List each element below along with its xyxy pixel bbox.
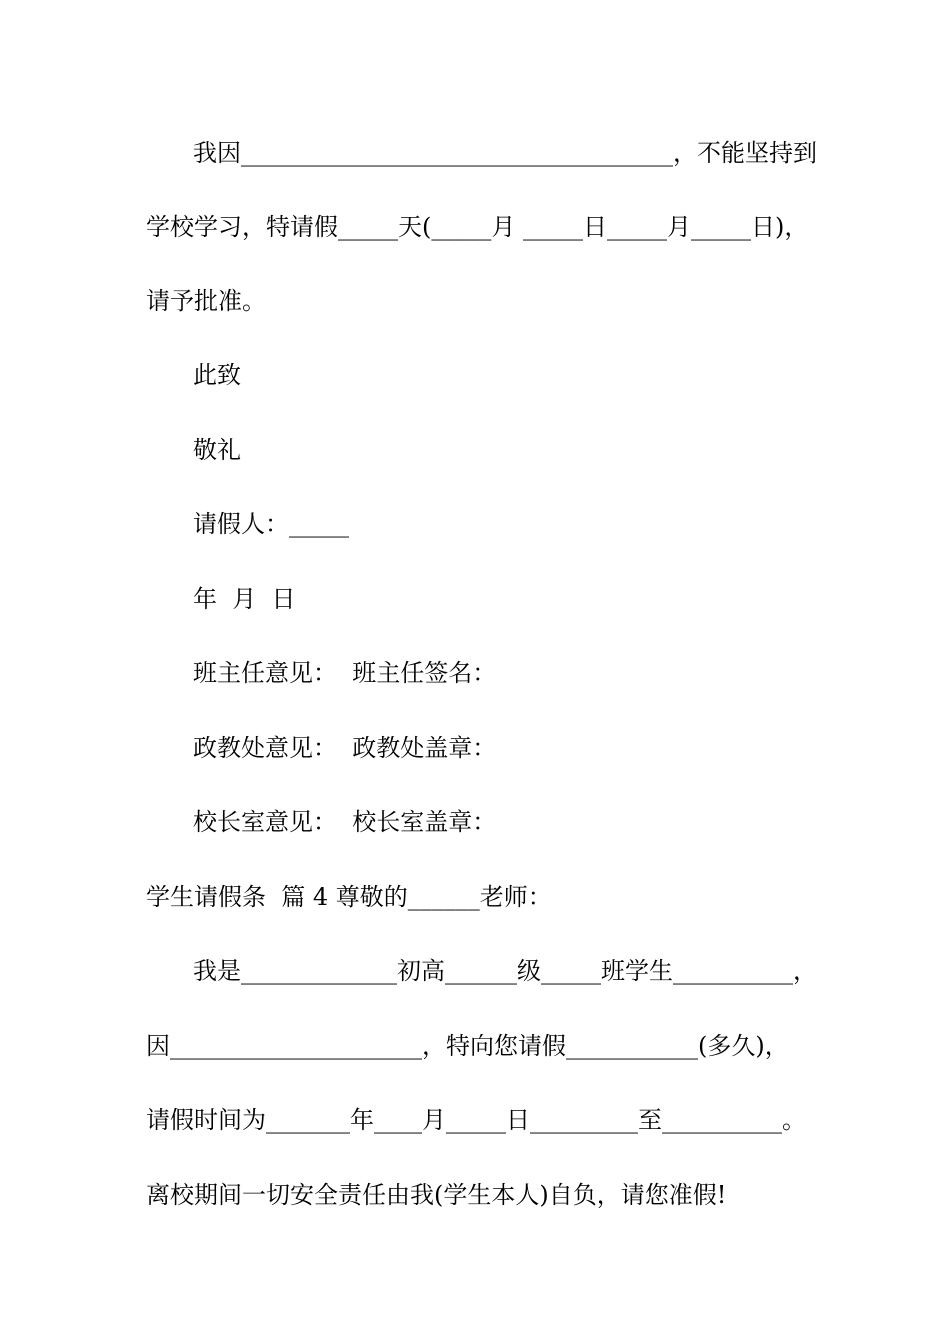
- text-line-approval-request: 请予批准。: [146, 287, 266, 315]
- text-line-leave-reason: 因_____________________，特向您请假___________(多久)，: [146, 1032, 789, 1060]
- text-line-student-info: 我是_____________初高______级_____班学生__________，: [193, 957, 817, 985]
- text-line-closing: 此致: [193, 361, 241, 389]
- text-line-reason: 我因____________________________________，不能坚持到: [193, 139, 817, 167]
- text-line-political-office: 政教处意见： 政教处盖章：: [193, 734, 497, 762]
- text-line-head-teacher: 班主任意见： 班主任签名：: [193, 659, 497, 687]
- text-line-leave-period: 请假时间为_______年____月_____日_________至__________。: [146, 1106, 806, 1134]
- text-line-section-heading: 学生请假条 篇 4 尊敬的______老师：: [146, 883, 552, 911]
- text-line-safety-statement: 离校期间一切安全责任由我(学生本人)自负，请您准假!: [146, 1181, 727, 1209]
- text-line-date: 年 月 日: [193, 585, 296, 613]
- text-line-principal-office: 校长室意见： 校长室盖章：: [193, 808, 497, 836]
- text-line-salutation: 敬礼: [193, 436, 241, 464]
- text-line-leave-days: 学校学习，特请假_____天(_____月 _____日_____月_____日)，: [146, 213, 809, 241]
- text-line-applicant: 请假人：_____: [193, 510, 349, 538]
